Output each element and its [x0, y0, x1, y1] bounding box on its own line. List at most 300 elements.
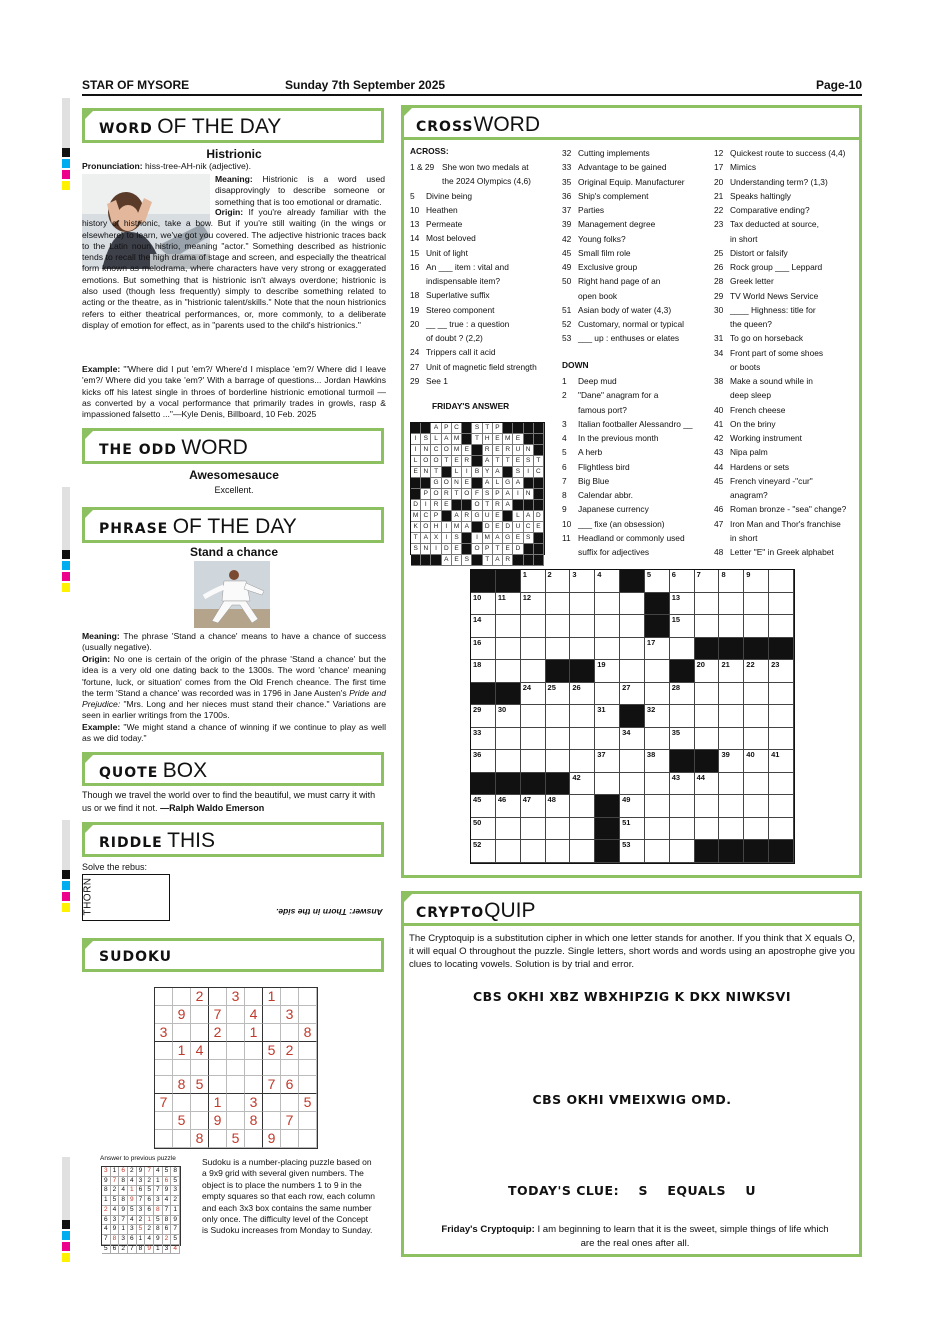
sudoku-cell[interactable]: [173, 1024, 191, 1042]
crossword-cell[interactable]: [645, 840, 670, 863]
sudoku-cell[interactable]: 9: [209, 1112, 227, 1130]
answer-cell: 4: [128, 1177, 137, 1187]
answer-cell: 3: [102, 1167, 111, 1177]
sudoku-cell[interactable]: [245, 1130, 263, 1148]
crossword-cell[interactable]: [570, 638, 595, 661]
sudoku-cell[interactable]: [155, 1130, 173, 1148]
answer-cell: N: [524, 489, 534, 500]
sudoku-cell[interactable]: [155, 988, 173, 1006]
crossword-cell[interactable]: 13: [670, 593, 695, 616]
sudoku-cell[interactable]: [299, 1042, 317, 1060]
crossword-cell[interactable]: 2: [546, 570, 571, 593]
crossword-cell[interactable]: 44: [695, 773, 720, 796]
sudoku-cell[interactable]: 3: [245, 1094, 263, 1112]
crossword-cell[interactable]: [769, 570, 794, 593]
crossword-cell[interactable]: [695, 615, 720, 638]
answer-cell: D: [503, 522, 513, 533]
sudoku-cell[interactable]: 6: [281, 1076, 299, 1094]
answer-cell: M: [452, 522, 462, 533]
crossword-cell[interactable]: [570, 705, 595, 728]
clue: 3 Italian footballer Alessandro __: [562, 418, 693, 429]
crossword-cell[interactable]: [670, 818, 695, 841]
crossword-cell[interactable]: 25: [546, 683, 571, 706]
sudoku-cell[interactable]: 8: [299, 1024, 317, 1042]
crossword-cell[interactable]: 6: [670, 570, 695, 593]
sudoku-cell[interactable]: [191, 1094, 209, 1112]
crossword-cell: [695, 750, 720, 773]
answer-cell: T: [472, 434, 482, 445]
answer-cell: O: [421, 456, 431, 467]
crossword-cell[interactable]: 35: [670, 728, 695, 751]
potd-meaning: Meaning: The phrase 'Stand a chance' means to have a chance of success (usually negative).: [82, 631, 386, 653]
crossword-cell[interactable]: 50: [471, 818, 496, 841]
clue: 24 Trippers call it acid: [410, 347, 496, 358]
crossword-cell: [546, 660, 571, 683]
crossword-cell[interactable]: 46: [496, 795, 521, 818]
clue: in short: [730, 532, 758, 543]
crossword-cell[interactable]: [719, 818, 744, 841]
crossword-cell[interactable]: [645, 795, 670, 818]
sudoku-cell[interactable]: [227, 1112, 245, 1130]
sudoku-cell[interactable]: 3: [155, 1024, 173, 1042]
answer-cell: A: [421, 533, 431, 544]
crossword-cell[interactable]: 24: [521, 683, 546, 706]
answer-cell: L: [513, 511, 523, 522]
crossword-cell[interactable]: [521, 705, 546, 728]
clue: 47 Iron Man and Thor's franchise: [714, 518, 841, 529]
sudoku-cell[interactable]: 1: [173, 1042, 191, 1060]
crossword-cell[interactable]: [620, 615, 645, 638]
crossword-cell[interactable]: [570, 728, 595, 751]
crossword-cell[interactable]: 16: [471, 638, 496, 661]
crossword-cell[interactable]: 31: [595, 705, 620, 728]
crossword-cell[interactable]: [695, 705, 720, 728]
crossword-cell[interactable]: [496, 818, 521, 841]
sudoku-cell[interactable]: 2: [209, 1024, 227, 1042]
crossword-cell[interactable]: [595, 593, 620, 616]
crossword-cell[interactable]: [744, 683, 769, 706]
sudoku-cell[interactable]: [245, 1042, 263, 1060]
crossword-cell[interactable]: [645, 683, 670, 706]
sudoku-cell[interactable]: [209, 1060, 227, 1076]
sudoku-cell[interactable]: [209, 1042, 227, 1060]
crossword-cell[interactable]: 11: [496, 593, 521, 616]
crossword-cell[interactable]: [769, 795, 794, 818]
crossword-cell[interactable]: [769, 615, 794, 638]
crossword-cell[interactable]: 3: [570, 570, 595, 593]
crossword-cell[interactable]: [595, 773, 620, 796]
banner-title-large: OF THE DAY: [157, 115, 282, 138]
answer-cell: 7: [163, 1206, 172, 1216]
odd-word: Awesomesauce: [189, 468, 279, 482]
sudoku-cell[interactable]: [263, 1060, 281, 1076]
crossword-cell[interactable]: [769, 705, 794, 728]
sudoku-cell[interactable]: 4: [191, 1042, 209, 1060]
clue: indispensable item?: [426, 276, 501, 286]
sudoku-cell[interactable]: [299, 988, 317, 1006]
answer-cell: [421, 555, 431, 566]
crossword-cell[interactable]: [744, 773, 769, 796]
answer-cell: 1: [119, 1225, 128, 1235]
answer-cell: C: [524, 522, 534, 533]
clue: 20 __ __ true : a question: [410, 318, 510, 329]
crossword-cell[interactable]: [521, 840, 546, 863]
crossword-cell[interactable]: 29: [471, 705, 496, 728]
crossword-cell[interactable]: 5: [645, 570, 670, 593]
answer-cell: [503, 423, 513, 434]
sudoku-cell[interactable]: [191, 1112, 209, 1130]
crossword-cell[interactable]: [769, 818, 794, 841]
crossword-cell[interactable]: 1: [521, 570, 546, 593]
crossword-cell[interactable]: 7: [695, 570, 720, 593]
crossword-cell[interactable]: [695, 818, 720, 841]
crossword-cell[interactable]: [496, 615, 521, 638]
crossword-cell[interactable]: 53: [620, 840, 645, 863]
fridays-answer-label: FRIDAY'S ANSWER: [432, 401, 510, 411]
sudoku-cell[interactable]: 5: [227, 1130, 245, 1148]
sudoku-cell[interactable]: 1: [209, 1094, 227, 1112]
sudoku-cell[interactable]: [173, 988, 191, 1006]
sudoku-cell[interactable]: [281, 1024, 299, 1042]
crossword-cell[interactable]: [744, 795, 769, 818]
answer-cell: E: [513, 533, 523, 544]
sudoku-cell[interactable]: [299, 1006, 317, 1024]
crossword-cell: [670, 660, 695, 683]
crossword-cell[interactable]: [496, 660, 521, 683]
crossword-cell[interactable]: [595, 728, 620, 751]
crossword-cell[interactable]: 42: [570, 773, 595, 796]
crossword-cell[interactable]: 19: [595, 660, 620, 683]
crossword-cell[interactable]: 27: [620, 683, 645, 706]
crossword-cell[interactable]: [496, 750, 521, 773]
crossword-cell[interactable]: [695, 683, 720, 706]
crossword-cell[interactable]: 9: [744, 570, 769, 593]
crossword-cell[interactable]: 28: [670, 683, 695, 706]
crossword-cell[interactable]: [744, 818, 769, 841]
sudoku-cell[interactable]: [245, 1076, 263, 1094]
answer-cell: G: [503, 533, 513, 544]
crossword-cell[interactable]: 36: [471, 750, 496, 773]
crossword-cell[interactable]: 34: [620, 728, 645, 751]
sudoku-cell[interactable]: 7: [209, 1006, 227, 1024]
crossword-cell[interactable]: 38: [645, 750, 670, 773]
sudoku-cell[interactable]: [281, 988, 299, 1006]
crossword-cell[interactable]: [595, 683, 620, 706]
sudoku-cell[interactable]: [227, 1042, 245, 1060]
sudoku-cell[interactable]: 4: [245, 1006, 263, 1024]
crossword-cell[interactable]: [719, 683, 744, 706]
banner-title-large: BOX: [162, 759, 208, 782]
crossword-cell[interactable]: [670, 840, 695, 863]
answer-cell: 4: [111, 1206, 120, 1216]
crossword-cell[interactable]: 51: [620, 818, 645, 841]
sudoku-cell[interactable]: [191, 1024, 209, 1042]
crossword-cell[interactable]: 20: [695, 660, 720, 683]
crossword-cell[interactable]: [496, 728, 521, 751]
crossword-cell[interactable]: [570, 615, 595, 638]
answer-cell: 9: [154, 1235, 163, 1245]
phrase-of-the-day-banner: [82, 507, 384, 543]
crossword-cell[interactable]: 48: [546, 795, 571, 818]
crossword-cell[interactable]: 15: [670, 615, 695, 638]
sudoku-cell[interactable]: 3: [281, 1006, 299, 1024]
crossword-cell[interactable]: 21: [719, 660, 744, 683]
sudoku-cell[interactable]: [173, 1130, 191, 1148]
sudoku-cell[interactable]: [299, 1060, 317, 1076]
crossword-cell[interactable]: [695, 728, 720, 751]
sudoku-cell[interactable]: [173, 1060, 191, 1076]
clue: 43 Nipa palm: [714, 447, 768, 458]
crossword-cell[interactable]: 45: [471, 795, 496, 818]
answer-cell: T: [483, 555, 493, 566]
answer-cell: [442, 467, 452, 478]
answer-cell: 3: [128, 1225, 137, 1235]
clue: famous port?: [578, 404, 627, 415]
sudoku-cell[interactable]: [281, 1094, 299, 1112]
crossword-cell: [521, 773, 546, 796]
crossword-cell[interactable]: 37: [595, 750, 620, 773]
crossword-cell[interactable]: [546, 840, 571, 863]
color-marks: [62, 1220, 70, 1264]
sudoku-cell[interactable]: 3: [227, 988, 245, 1006]
crossword-cell[interactable]: [521, 728, 546, 751]
sudoku-cell[interactable]: [299, 1112, 317, 1130]
crossword-cell[interactable]: [695, 593, 720, 616]
sudoku-cell[interactable]: [281, 1060, 299, 1076]
crossword-cell[interactable]: [546, 615, 571, 638]
sudoku-cell[interactable]: [263, 1112, 281, 1130]
answer-cell: [472, 478, 482, 489]
crossword-cell[interactable]: [496, 840, 521, 863]
answer-cell: H: [431, 522, 441, 533]
answer-cell: 8: [102, 1186, 111, 1196]
sudoku-cell[interactable]: [209, 1076, 227, 1094]
answer-cell: L: [411, 456, 421, 467]
answer-cell: P: [431, 511, 441, 522]
sudoku-cell[interactable]: 9: [263, 1130, 281, 1148]
crossword-cell[interactable]: [719, 593, 744, 616]
crossword-cell[interactable]: [769, 773, 794, 796]
crossword-cell[interactable]: 47: [521, 795, 546, 818]
crossword-cell[interactable]: 14: [471, 615, 496, 638]
previous-answer-label: Answer to previous puzzle: [100, 1155, 176, 1162]
crossword-cell[interactable]: [521, 660, 546, 683]
crossword-cell[interactable]: [670, 795, 695, 818]
crossword-cell[interactable]: 8: [719, 570, 744, 593]
sudoku-cell[interactable]: 7: [155, 1094, 173, 1112]
sudoku-cell[interactable]: 5: [299, 1094, 317, 1112]
crossword-cell[interactable]: 17: [645, 638, 670, 661]
answer-cell: T: [493, 544, 503, 555]
crossword-cell[interactable]: [570, 593, 595, 616]
crossword-cell[interactable]: 49: [620, 795, 645, 818]
odd-word-meaning: Excellent.: [214, 485, 254, 495]
potd-origin: Origin: No one is certain of the origin of the phrase 'Stand a chance' but the idea is a very old one dating back to the 1300s. The word 'chance' meaning 'fortune, luck, or situation' comes from the Old French cheance. The first time the term 'Stand a chance' was recorded was in 1796 in Jane Austen's Pride and Prejudice: "Mrs. Long and her nieces must stand their chance." Variations are seen in earlier writings from the 1700s.: [82, 654, 387, 721]
crossword-cell[interactable]: [521, 818, 546, 841]
crossword-cell[interactable]: [769, 593, 794, 616]
crossword-cell[interactable]: 22: [744, 660, 769, 683]
sudoku-cell[interactable]: 2: [281, 1042, 299, 1060]
crossword-cell[interactable]: 18: [471, 660, 496, 683]
color-marks: [62, 550, 70, 594]
answer-cell: I: [431, 544, 441, 555]
sudoku-cell[interactable]: [227, 1006, 245, 1024]
answer-cell: R: [493, 500, 503, 511]
sudoku-cell[interactable]: [263, 1094, 281, 1112]
crossword-cell[interactable]: [719, 795, 744, 818]
crossword-cell[interactable]: [744, 615, 769, 638]
sudoku-cell[interactable]: 7: [263, 1076, 281, 1094]
color-marks: [62, 870, 70, 914]
crossword-grid[interactable]: [470, 569, 795, 864]
crossword-cell[interactable]: [645, 728, 670, 751]
answer-cell: I: [411, 434, 421, 445]
answer-cell: I: [442, 533, 452, 544]
sudoku-cell[interactable]: 5: [191, 1076, 209, 1094]
answer-cell: N: [421, 445, 431, 456]
crossword-cell[interactable]: [546, 818, 571, 841]
crossword-cell[interactable]: 41: [769, 750, 794, 773]
crossword-cell[interactable]: [570, 840, 595, 863]
clue: 12 Quickest route to success (4,4): [714, 148, 846, 158]
answer-cell: A: [493, 555, 503, 566]
crossword-cell[interactable]: 30: [496, 705, 521, 728]
crossword-cell[interactable]: [620, 660, 645, 683]
crossword-cell[interactable]: [645, 818, 670, 841]
crossword-cell: [496, 683, 521, 706]
sudoku-cell[interactable]: 1: [263, 988, 281, 1006]
answer-cell: [503, 511, 513, 522]
sudoku-cell[interactable]: [299, 1076, 317, 1094]
sudoku-cell[interactable]: [155, 1042, 173, 1060]
page-number: Page-10: [815, 78, 862, 92]
crossword-cell[interactable]: [546, 593, 571, 616]
wotd-origin: Origin: If you're already familiar with the history of histrionic, take a bow. But if you're still waiting (in the wings or elsewhere) to learn, we've got you covered. The adjective histrionic traces back to the Latin noun histrio, meaning "actor." Something described as histrionic tends to recall the high drama of stage and screen, and especially the theatrical form known as melodrama, where characters have very strong or exaggerated emotions. But something that is histrionic isn't always overdone; histrionic is also used (though less frequently) simply to describe something related to acting or the theatre, as in "histrionic talent/skills." Note that the noun histrionics refers to either theatrical performances, or, more commonly, to a deliberate display of emotion for effect, as in "parents used to the child's histrionics.": [82, 207, 386, 330]
sudoku-cell[interactable]: 2: [191, 988, 209, 1006]
crossword-cell[interactable]: [570, 818, 595, 841]
sudoku-cell[interactable]: 8: [191, 1130, 209, 1148]
clue: 6 Flightless bird: [562, 461, 630, 472]
answer-cell: A: [493, 533, 503, 544]
sudoku-cell[interactable]: [155, 1112, 173, 1130]
sudoku-cell[interactable]: [173, 1094, 191, 1112]
sudoku-cell[interactable]: [281, 1130, 299, 1148]
answer-cell: T: [411, 533, 421, 544]
crossword-cell[interactable]: [769, 728, 794, 751]
crossword-cell[interactable]: [645, 773, 670, 796]
crossword-cell[interactable]: [620, 773, 645, 796]
crossword-cell[interactable]: [744, 728, 769, 751]
sudoku-cell[interactable]: [155, 1076, 173, 1094]
answer-cell: U: [513, 522, 523, 533]
crossword-cell: [769, 840, 794, 863]
sudoku-cell[interactable]: [191, 1006, 209, 1024]
sudoku-cell[interactable]: 5: [263, 1042, 281, 1060]
sudoku-cell[interactable]: [263, 1024, 281, 1042]
crossword-cell[interactable]: 4: [595, 570, 620, 593]
sudoku-cell[interactable]: [299, 1130, 317, 1148]
crossword-cell[interactable]: 26: [570, 683, 595, 706]
crossword-cell[interactable]: [570, 795, 595, 818]
crossword-cell[interactable]: [521, 615, 546, 638]
sudoku-cell[interactable]: [263, 1006, 281, 1024]
sudoku-cell[interactable]: [227, 1060, 245, 1076]
crossword-cell[interactable]: 39: [719, 750, 744, 773]
sudoku-cell[interactable]: 9: [173, 1006, 191, 1024]
answer-cell: [472, 555, 482, 566]
crossword-cell[interactable]: [620, 638, 645, 661]
answer-cell: E: [493, 511, 503, 522]
sudoku-cell[interactable]: [227, 1024, 245, 1042]
crossword-cell[interactable]: [546, 638, 571, 661]
crossword-cell[interactable]: 33: [471, 728, 496, 751]
sudoku-cell[interactable]: [191, 1060, 209, 1076]
crossword-cell[interactable]: [719, 773, 744, 796]
sudoku-cell[interactable]: 5: [173, 1112, 191, 1130]
crossword-cell[interactable]: [695, 795, 720, 818]
crossword-cell[interactable]: [719, 728, 744, 751]
sudoku-cell[interactable]: 8: [245, 1112, 263, 1130]
crossword-cell[interactable]: 23: [769, 660, 794, 683]
answer-cell: 1: [145, 1216, 154, 1226]
crossword-cell[interactable]: [719, 615, 744, 638]
sudoku-cell[interactable]: [245, 1060, 263, 1076]
crossword-cell[interactable]: [769, 683, 794, 706]
crossword-cell[interactable]: [546, 705, 571, 728]
crossword-cell[interactable]: [744, 593, 769, 616]
sudoku-cell[interactable]: [227, 1094, 245, 1112]
crossword-cell[interactable]: [744, 705, 769, 728]
sudoku-cell[interactable]: 8: [173, 1076, 191, 1094]
crossword-cell[interactable]: [521, 750, 546, 773]
cryptoquip-line-1: CBS OKHI XBZ WBXHIPZIG K DKX NIWKSVI: [473, 989, 791, 1004]
crossword-cell[interactable]: [645, 660, 670, 683]
crossword-cell[interactable]: [620, 593, 645, 616]
crossword-cell[interactable]: [670, 705, 695, 728]
crossword-cell[interactable]: [719, 705, 744, 728]
crossword-cell[interactable]: 10: [471, 593, 496, 616]
sudoku-grid[interactable]: [154, 987, 318, 1149]
crossword-cell[interactable]: 40: [744, 750, 769, 773]
sudoku-cell[interactable]: 1: [245, 1024, 263, 1042]
crossword-cell[interactable]: [570, 750, 595, 773]
sudoku-cell[interactable]: [245, 988, 263, 1006]
crossword-cell[interactable]: [620, 750, 645, 773]
answer-cell: [462, 423, 472, 434]
crossword-cell[interactable]: [595, 638, 620, 661]
crossword-cell[interactable]: [521, 638, 546, 661]
sudoku-cell[interactable]: [209, 988, 227, 1006]
crossword-cell[interactable]: [670, 638, 695, 661]
crossword-cell[interactable]: [546, 750, 571, 773]
crossword-cell[interactable]: [496, 638, 521, 661]
sudoku-cell[interactable]: [209, 1130, 227, 1148]
sudoku-cell[interactable]: [227, 1076, 245, 1094]
crossword-cell[interactable]: 43: [670, 773, 695, 796]
sudoku-cell[interactable]: [155, 1006, 173, 1024]
clue: 41 On the briny: [714, 418, 776, 429]
crossword-cell[interactable]: [546, 728, 571, 751]
crossword-cell[interactable]: 32: [645, 705, 670, 728]
crossword-cell[interactable]: [595, 615, 620, 638]
crossword-cell[interactable]: 52: [471, 840, 496, 863]
answer-cell: G: [472, 511, 482, 522]
crossword-cell[interactable]: 12: [521, 593, 546, 616]
sudoku-cell[interactable]: 7: [281, 1112, 299, 1130]
crossword-cell: [695, 840, 720, 863]
answer-cell: R: [431, 500, 441, 511]
sudoku-cell[interactable]: [155, 1060, 173, 1076]
